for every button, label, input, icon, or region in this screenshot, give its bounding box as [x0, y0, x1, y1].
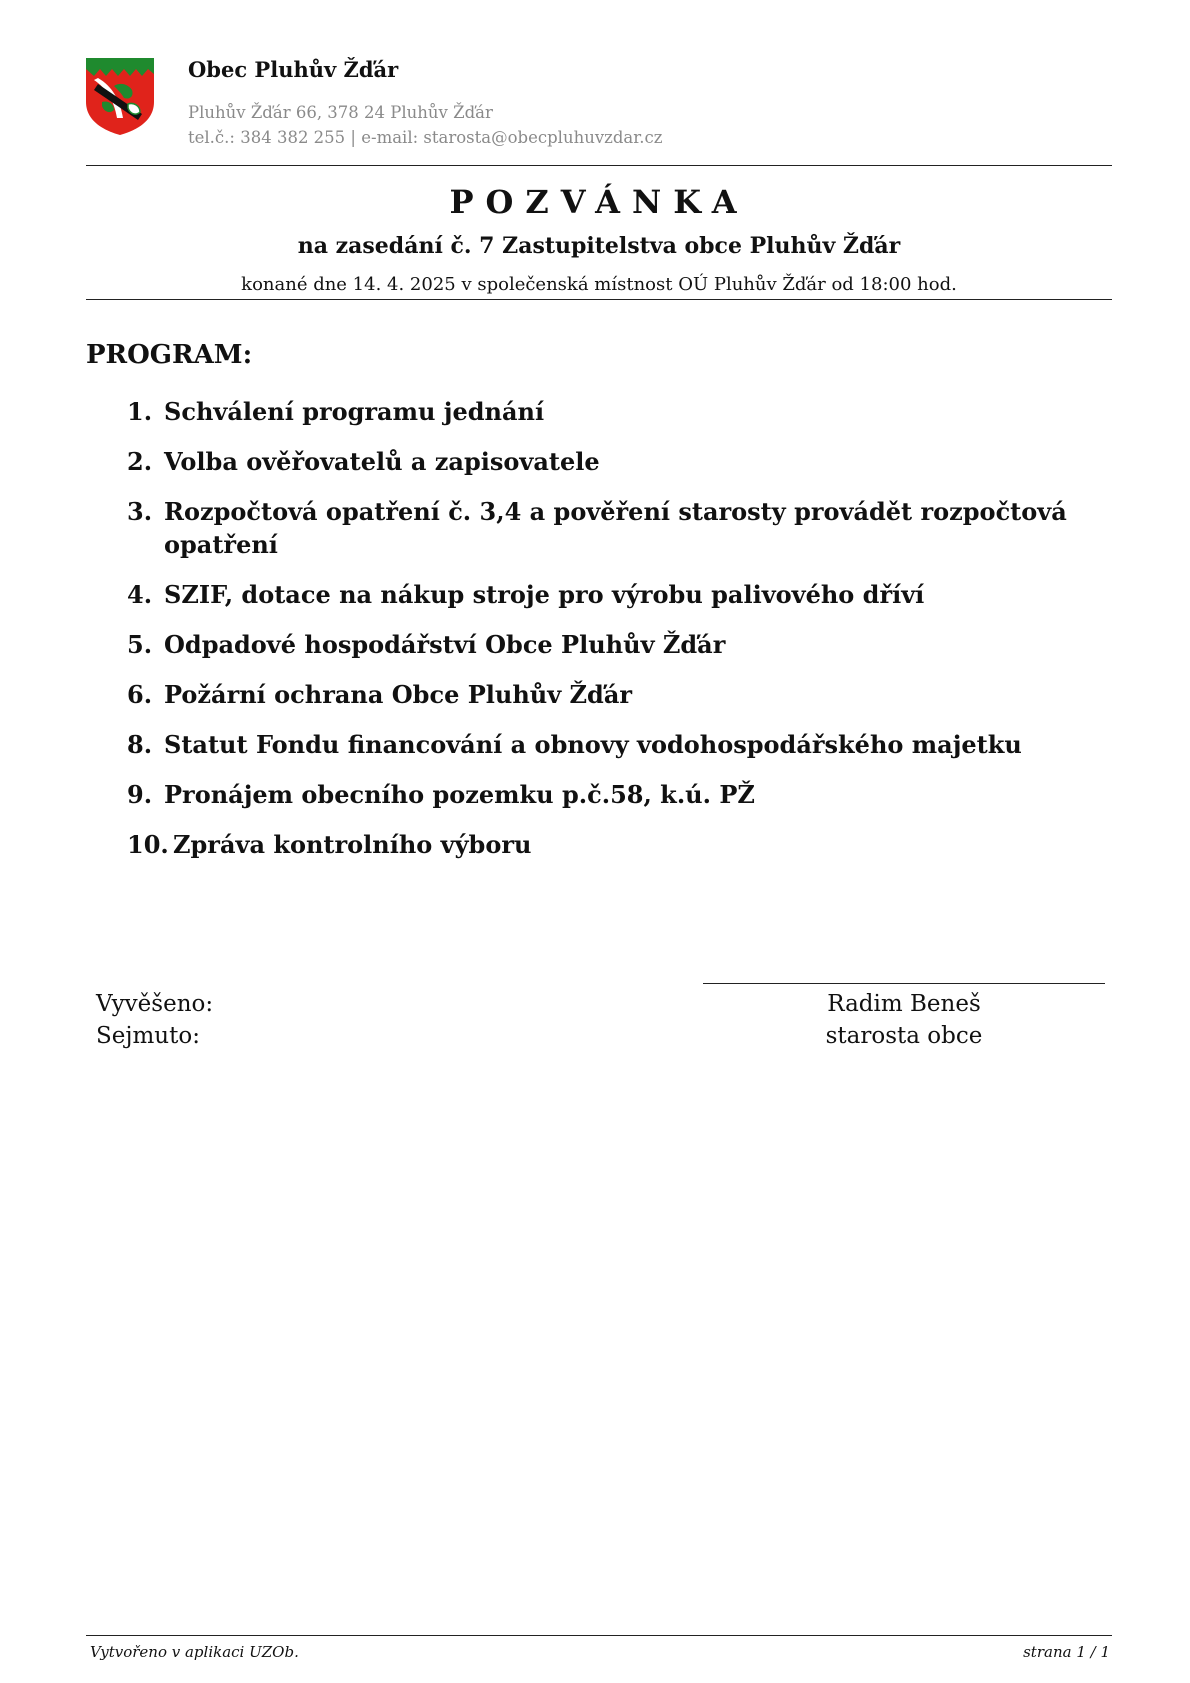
signature-line — [703, 983, 1105, 984]
program-item — [127, 578, 1067, 611]
program-item — [127, 628, 1067, 661]
program-item-number: 1. — [127, 397, 153, 426]
document-title: POZVÁNKA — [449, 183, 749, 221]
footer-divider — [86, 1635, 1112, 1636]
coat-of-arms-logo — [84, 56, 156, 136]
posted-label: Vyvěšeno: — [96, 991, 214, 1017]
signatory-role: starosta obce — [825, 1023, 983, 1049]
program-item-number: 4. — [127, 580, 153, 609]
program-item — [127, 395, 1067, 428]
program-item — [127, 445, 1067, 478]
program-item-text: SZIF, dotace na nákup stroje pro výrobu palivového dříví — [164, 580, 925, 609]
removed-label: Sejmuto: — [96, 1023, 200, 1049]
program-item-text: Rozpočtová opatření č. 3,4 a pověření starosty provádět rozpočtová opatření — [164, 497, 1067, 559]
program-item-number: 8. — [127, 730, 153, 759]
program-item-text: Pronájem obecního pozemku p.č.58, k.ú. PŽ — [164, 780, 755, 809]
program-item-number: 5. — [127, 630, 153, 659]
page-number: strana 1 / 1 — [1023, 1643, 1110, 1661]
meeting-details: konané dne 14. 4. 2025 v společenská místnost OÚ Pluhův Žďár od 18:00 hod. — [241, 274, 957, 295]
program-item — [127, 678, 1067, 711]
organization-contact: tel.č.: 384 382 255 | e-mail: starosta@obecpluhuvzdar.cz — [188, 128, 663, 147]
program-item — [127, 828, 1067, 861]
program-item-number: 2. — [127, 447, 153, 476]
program-item-text: Požární ochrana Obce Pluhův Žďár — [164, 680, 633, 709]
program-item-text: Zpráva kontrolního výboru — [173, 830, 532, 859]
program-item-number: 9. — [127, 780, 153, 809]
program-item-text: Odpadové hospodářství Obce Pluhův Žďár — [164, 630, 726, 659]
program-item — [127, 495, 1067, 561]
organization-address: Pluhův Žďár 66, 378 24 Pluhův Žďár — [188, 103, 493, 122]
posting-block — [96, 988, 213, 1052]
header-divider — [86, 165, 1112, 166]
signatory-name: Radim Beneš — [827, 991, 981, 1017]
footer-created-note: Vytvořeno v aplikaci UZOb. — [90, 1643, 299, 1661]
program-item-text: Schválení programu jednání — [164, 397, 545, 426]
program-item-number: 10. — [127, 830, 169, 859]
program-item-text: Statut Fondu financování a obnovy vodohospodářského majetku — [164, 730, 1022, 759]
document-subtitle: na zasedání č. 7 Zastupitelstva obce Pluhův Žďár — [297, 233, 901, 259]
program-item — [127, 778, 1067, 811]
program-item-text: Volba ověřovatelů a zapisovatele — [164, 447, 600, 476]
program-list — [127, 395, 1067, 878]
organization-name: Obec Pluhův Žďár — [188, 57, 399, 82]
program-item — [127, 728, 1067, 761]
program-item-number: 3. — [127, 497, 153, 526]
signature-block — [703, 988, 1105, 1052]
program-item-number: 6. — [127, 680, 153, 709]
program-heading: PROGRAM: — [86, 340, 253, 370]
title-divider — [86, 299, 1112, 300]
